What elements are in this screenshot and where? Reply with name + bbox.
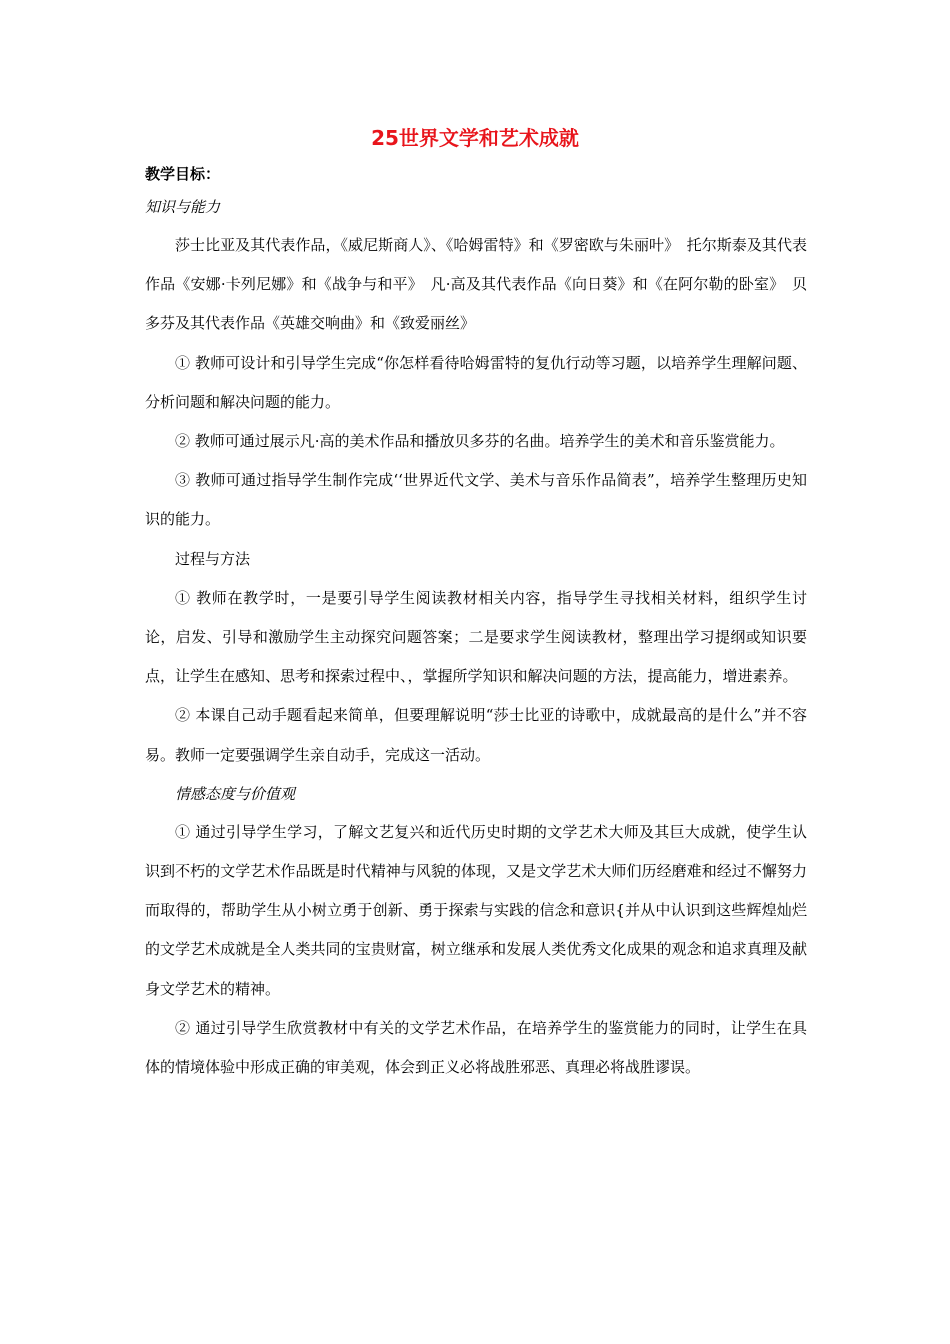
- document-title: 25世界文学和艺术成就: [371, 126, 579, 150]
- document-body: [145, 160, 807, 1087]
- emotion-item-2: ② 通过引导学生欣赏教材中有关的文学艺术作品，在培养学生的鉴赏能力的同时，让学生在具体的情境体验中形成正确的审美观，体会到正义必将战胜邪恶、真理必将战胜谬误。: [145, 1018, 807, 1077]
- emotion-heading: 情感态度与价值观: [175, 784, 296, 803]
- emotion-item-1: ① 通过引导学生学习，了解文艺复兴和近代历史时期的文学艺术大师及其巨大成就，使学生认识到不朽的文学艺术作品既是时代精神与风貌的体现，又是文学艺术大师们历经磨难和经过不懈努力而取得的，帮助学生从小树立勇于创新、勇于探索与实践的信念和意识{并从中认识到这些辉煌灿烂的文学艺术成就是全人类共同的宝贵财富，树立继承和发展人类优秀文化成果的观念和追求真理及献身文学艺术的精神。: [145, 822, 807, 998]
- process-heading: 过程与方法: [175, 549, 251, 568]
- knowledge-item-1: ① 教师可设计和引导学生完成“你怎样看待哈姆雷特的复仇行动等习题，以培养学生理解问题、分析问题和解决问题的能力。: [145, 353, 807, 411]
- teaching-goals-heading: 教学目标：: [145, 165, 221, 183]
- knowledge-heading: 知识与能力: [145, 198, 221, 216]
- knowledge-text: 莎士比亚及其代表作品，《威尼斯商人》、《哈姆雷特》和《罗密欧与朱丽叶》 托尔斯泰及其代表作品《安娜·卡列尼娜》和《战争与和平》 凡·高及其代表作品《向日葵》和《在阿尔勒的卧室》 贝多芬及其代表作品《英雄交响曲》和《致爱丽丝》: [145, 236, 807, 333]
- knowledge-item-2: ② 教师可通过展示凡·高的美术作品和播放贝多芬的名曲。培养学生的美术和音乐鉴赏能力。: [175, 432, 785, 451]
- knowledge-item-3: ③ 教师可通过指导学生制作完成‘‘世界近代文学、美术与音乐作品简表”，培养学生整理历史知识的能力。: [145, 471, 807, 529]
- process-item-1: ① 教师在教学时，一是要引导学生阅读教材相关内容，指导学生寻找相关材料，组织学生讨论，启发、引导和激励学生主动探究问题答案；二是要求学生阅读教材，整理出学习提纲或知识要点，让学生在感知、思考和探索过程中、，掌握所学知识和解决问题的方法，提高能力，增进素养。: [145, 588, 807, 686]
- process-item-2: ② 本课自己动手题看起来简单，但要理解说明“莎士比亚的诗歌中，成就最高的是什么”并不容易。教师一定要强调学生亲自动手，完成这一活动。: [145, 706, 807, 764]
